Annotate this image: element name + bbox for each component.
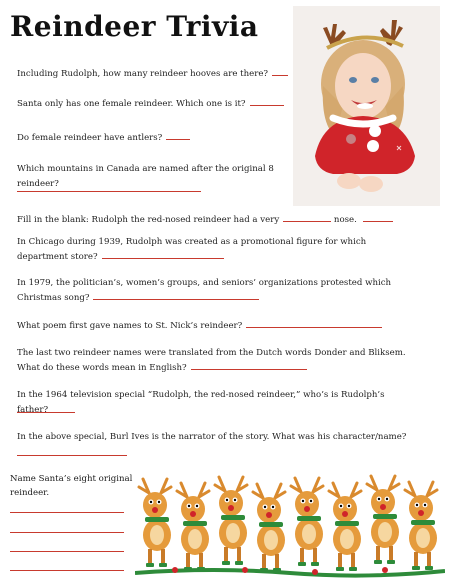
question-2-text: Santa only has one female reindeer. Which one is it? bbox=[17, 99, 246, 109]
question-5-text: Fill in the blank: Rudolph the red-nosed reindeer had a very bbox=[17, 215, 280, 225]
answer-blank-6[interactable] bbox=[102, 250, 224, 259]
question-8-text: What poem first gave names to St. Nick’s reindeer? bbox=[17, 321, 243, 331]
page-title: Reindeer Trivia bbox=[10, 10, 259, 43]
question-1-text: Including Rudolph, how many reindeer hooves are there? bbox=[17, 69, 269, 79]
question-10 bbox=[17, 388, 417, 418]
answer-blank-5a[interactable] bbox=[283, 213, 331, 222]
question-5 bbox=[17, 213, 393, 228]
question-6 bbox=[17, 235, 407, 265]
question-2 bbox=[17, 97, 284, 112]
question-8 bbox=[17, 319, 382, 334]
answer-blank-7[interactable] bbox=[93, 291, 259, 300]
question-9 bbox=[17, 346, 417, 376]
answer-line-11[interactable] bbox=[17, 455, 127, 456]
question-7 bbox=[17, 276, 417, 306]
question-9-text: The last two reindeer names were translated from the Dutch words Donder and Bliksem. What do these words mean in English? bbox=[17, 348, 406, 373]
answer-line-10[interactable] bbox=[17, 412, 75, 413]
question-6-text: In Chicago during 1939, Rudolph was created as a promotional figure for which department store? bbox=[17, 237, 367, 262]
question-5-text-2: nose. bbox=[333, 215, 357, 225]
name-reindeer-prompt: Name Santa’s eight original reindeer. bbox=[10, 474, 133, 498]
question-4 bbox=[17, 162, 317, 192]
reindeer-line-4[interactable] bbox=[10, 570, 124, 571]
answer-blank-9[interactable] bbox=[191, 361, 307, 370]
reindeer-line-3[interactable] bbox=[10, 551, 124, 552]
answer-blank-8[interactable] bbox=[246, 319, 382, 328]
question-1 bbox=[17, 67, 288, 82]
reindeer-line-2[interactable] bbox=[10, 532, 124, 533]
question-11-text: In the above special, Burl Ives is the narrator of the story. What was his character/name? bbox=[17, 432, 407, 442]
question-3 bbox=[17, 131, 190, 146]
question-10-text: In the 1964 television special “Rudolph, the red-nosed reindeer,” who’s is Rudolph’s father? bbox=[17, 390, 385, 415]
reindeer-line-1[interactable] bbox=[10, 512, 124, 513]
answer-blank-3[interactable] bbox=[166, 131, 190, 140]
answer-blank-2[interactable] bbox=[250, 97, 284, 106]
question-7-text: In 1979, the politician’s, women’s groups, and seniors’ organizations protested which Christmas song? bbox=[17, 278, 392, 303]
reindeer-illustration bbox=[135, 473, 445, 578]
question-4-text: Which mountains in Canada are named after the original 8 reindeer? bbox=[17, 164, 274, 189]
answer-line-4[interactable] bbox=[17, 191, 201, 192]
question-3-text: Do female reindeer have antlers? bbox=[17, 133, 163, 143]
question-11 bbox=[17, 430, 417, 445]
answer-blank-5b[interactable] bbox=[363, 213, 393, 222]
answer-blank-1[interactable] bbox=[272, 67, 288, 76]
